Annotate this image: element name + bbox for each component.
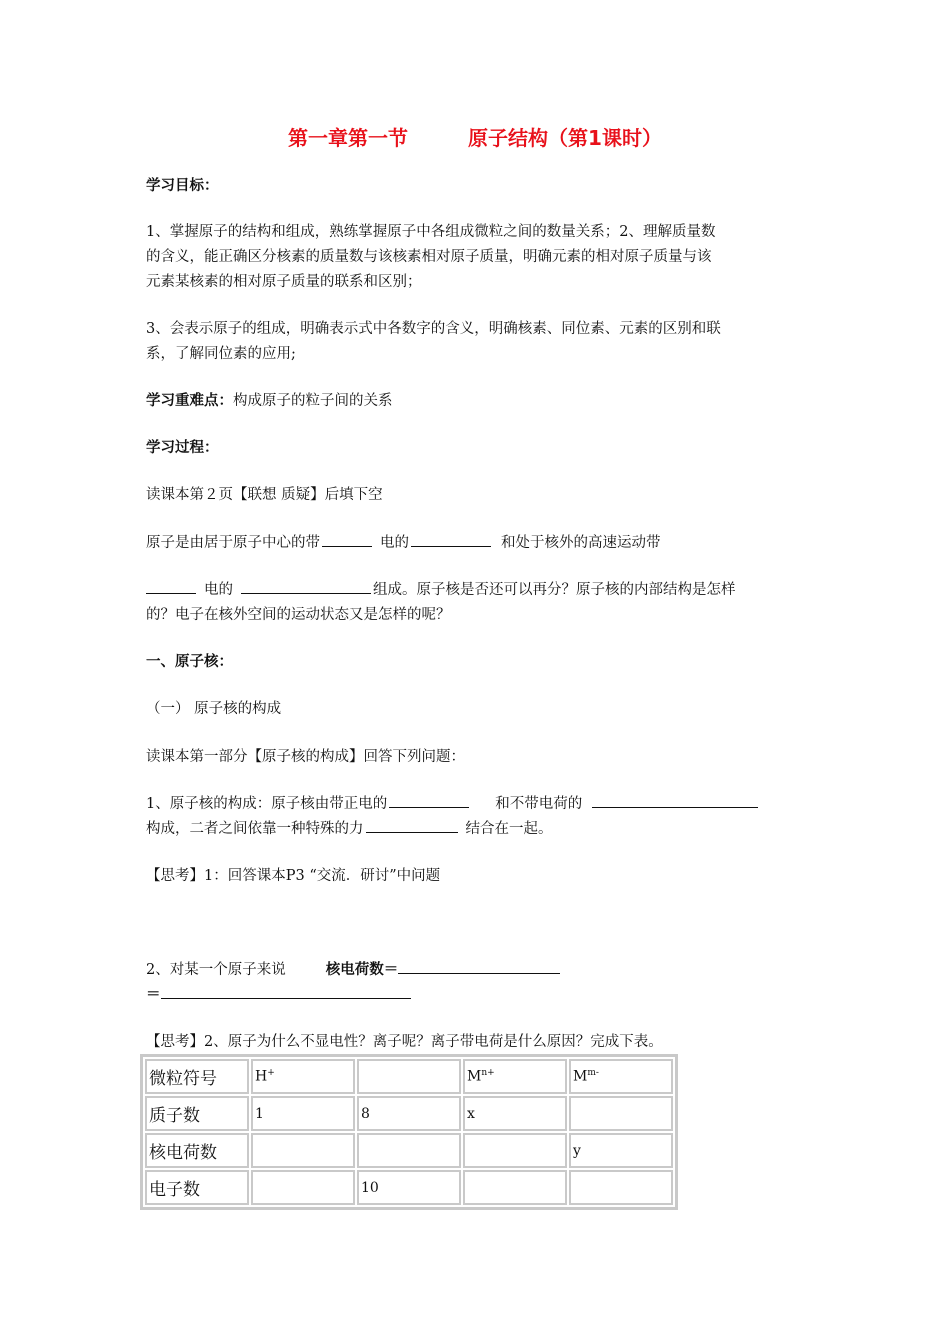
blank-neutron[interactable] xyxy=(592,791,758,808)
table-cell[interactable] xyxy=(569,1170,673,1205)
fill1-text-c: 和处于核外的高速运动带 xyxy=(501,535,661,551)
section-1-subheading: （一） 原子核的构成 xyxy=(146,701,282,717)
q1-text-b: 和不带电荷的 xyxy=(495,796,583,812)
table-cell[interactable]: x xyxy=(463,1096,567,1131)
key-points xyxy=(146,387,393,415)
objective-2-line-2: 系，了解同位素的应用; xyxy=(146,346,296,362)
question-1-line-1 xyxy=(146,790,760,818)
question-2-line-2 xyxy=(146,981,413,1009)
blank-charge-2[interactable] xyxy=(146,577,196,594)
blank-force[interactable] xyxy=(366,816,458,833)
table-cell[interactable] xyxy=(251,1133,355,1168)
table-cell[interactable]: 8 xyxy=(357,1096,461,1131)
blank-nucleus[interactable] xyxy=(411,530,491,547)
read-instruction-2: 读课本第一部分【原子核的构成】回答下列问题： xyxy=(146,749,465,765)
table-cell[interactable] xyxy=(357,1133,461,1168)
q2-text-c: ＝ xyxy=(146,987,161,1003)
question-1-line-2 xyxy=(146,815,553,843)
fill-line-2-cont: 的？电子在核外空间的运动状态又是怎样的呢？ xyxy=(146,607,451,623)
table-row xyxy=(145,1096,673,1131)
read-instruction-1: 读课本第２页【联想 质疑】后填下空 xyxy=(146,487,383,503)
table-cell[interactable]: 10 xyxy=(357,1170,461,1205)
blank-nuclear-charge-2[interactable] xyxy=(161,982,411,999)
row-label: 电子数 xyxy=(145,1170,249,1205)
blank-charge-1[interactable] xyxy=(322,530,372,547)
q1-text-c: 构成，二者之间依靠一种特殊的力 xyxy=(146,821,364,837)
table-row xyxy=(145,1133,673,1168)
fill1-text-b: 电的 xyxy=(380,535,409,551)
table-cell[interactable]: y xyxy=(569,1133,673,1168)
fill1-text-a: 原子是由居于原子中心的带 xyxy=(146,535,320,551)
think-2: 【思考】2、原子为什么不显电性？离子呢？离子带电荷是什么原因？完成下表。 xyxy=(146,1034,663,1050)
table-cell[interactable] xyxy=(251,1170,355,1205)
q2-text-b: 核电荷数＝ xyxy=(325,962,399,978)
row-label: 微粒符号 xyxy=(145,1059,249,1094)
question-2-line-1 xyxy=(146,956,562,984)
objectives-heading: 学习目标： xyxy=(146,178,219,194)
blank-nuclear-charge-1[interactable] xyxy=(398,957,560,974)
table-cell[interactable]: $M^{m-}$ xyxy=(569,1059,673,1094)
fill2-text-b: 组成。原子核是否还可以再分？原子核的内部结构是怎样 xyxy=(373,582,736,598)
table-cell[interactable]: H+ xyxy=(251,1059,355,1094)
key-points-heading: 学习重难点： xyxy=(146,393,233,409)
row-label: 核电荷数 xyxy=(145,1133,249,1168)
row-label: 质子数 xyxy=(145,1096,249,1131)
key-points-text: 构成原子的粒子间的关系 xyxy=(233,393,393,409)
title-topic: 原子结构（第1课时） xyxy=(468,126,662,150)
objective-1-line-3: 元素某核素的相对原子质量的联系和区别； xyxy=(146,274,422,290)
q2-text-a: 2、对某一个原子来说 xyxy=(146,962,286,978)
section-1-heading: 一、原子核： xyxy=(146,654,233,670)
particle-table xyxy=(140,1054,678,1210)
table-cell[interactable] xyxy=(463,1133,567,1168)
table-cell[interactable] xyxy=(463,1170,567,1205)
fill2-text-a: 电的 xyxy=(204,582,233,598)
q1-text-d: 结合在一起。 xyxy=(465,821,553,837)
blank-proton[interactable] xyxy=(389,791,469,808)
table-cell[interactable]: $M^{n+}$ xyxy=(463,1059,567,1094)
process-heading: 学习过程： xyxy=(146,440,219,456)
table-cell[interactable] xyxy=(569,1096,673,1131)
table-cell[interactable]: 1 xyxy=(251,1096,355,1131)
think-1: 【思考】1：回答课本P3 “交流．研讨”中问题 xyxy=(146,868,441,884)
objective-2-line-1: 3、会表示原子的组成，明确表示式中各数字的含义，明确核素、同位素、元素的区别和联 xyxy=(146,321,721,337)
objective-1-line-2: 的含义，能正确区分核素的质量数与该核素相对原子质量，明确元素的相对原子质量与该 xyxy=(146,249,712,265)
table-row xyxy=(145,1059,673,1094)
table-row xyxy=(145,1170,673,1205)
fill-line-1 xyxy=(146,529,661,557)
page-title xyxy=(0,122,950,151)
objective-1-line-1: 1、掌握原子的结构和组成，熟练掌握原子中各组成微粒之间的数量关系；2、理解质量数 xyxy=(146,224,716,240)
table-cell[interactable] xyxy=(357,1059,461,1094)
fill-line-2 xyxy=(146,576,736,604)
title-chapter: 第一章第一节 xyxy=(288,126,409,150)
blank-electron[interactable] xyxy=(241,577,371,594)
q1-text-a: 1、原子核的构成：原子核由带正电的 xyxy=(146,796,388,812)
